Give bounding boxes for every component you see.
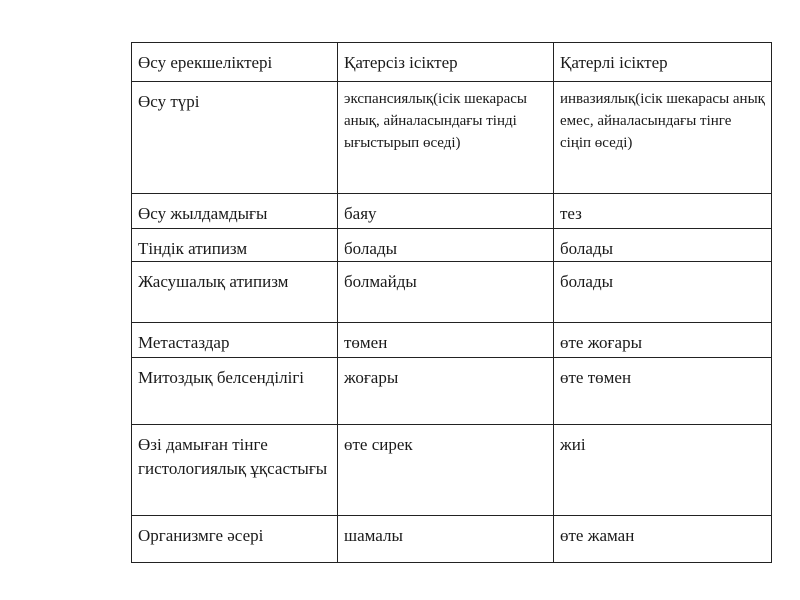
malignant-cell: өте төмен bbox=[554, 358, 772, 425]
benign-cell: болмайды bbox=[338, 262, 554, 323]
malignant-cell: болады bbox=[554, 229, 772, 262]
malignant-cell: өте жаман bbox=[554, 516, 772, 563]
row-label: Өсу жылдамдығы bbox=[132, 194, 338, 229]
row-label: Өсу түрі bbox=[132, 82, 338, 194]
malignant-cell: жиі bbox=[554, 425, 772, 516]
row-label: Организмге әсері bbox=[132, 516, 338, 563]
table-row bbox=[132, 229, 772, 262]
benign-cell: баяу bbox=[338, 194, 554, 229]
benign-cell: төмен bbox=[338, 323, 554, 358]
tumor-comparison-table bbox=[131, 42, 772, 563]
benign-cell: жоғары bbox=[338, 358, 554, 425]
header-cell-benign: Қатерсіз ісіктер bbox=[338, 43, 554, 82]
malignant-cell: инвазиялық(ісік шекарасы анық емес, айналасындағы тінге сіңіп өседі) bbox=[554, 82, 772, 194]
table-row bbox=[132, 516, 772, 563]
benign-cell: экспансиялық(ісік шекарасы анық, айналасындағы тінді ығыстырып өседі) bbox=[338, 82, 554, 194]
table-row bbox=[132, 194, 772, 229]
row-label: Тіндік атипизм bbox=[132, 229, 338, 262]
header-cell-feature: Өсу ерекшеліктері bbox=[132, 43, 338, 82]
benign-cell: шамалы bbox=[338, 516, 554, 563]
table-row bbox=[132, 425, 772, 516]
malignant-cell: тез bbox=[554, 194, 772, 229]
comparison-table-container bbox=[131, 42, 771, 563]
row-label: Жасушалық атипизм bbox=[132, 262, 338, 323]
row-label: Өзі дамыған тінге гистологиялық ұқсастығы bbox=[132, 425, 338, 516]
benign-cell: болады bbox=[338, 229, 554, 262]
table-row bbox=[132, 82, 772, 194]
row-label: Митоздық белсенділігі bbox=[132, 358, 338, 425]
header-cell-malignant: Қатерлі ісіктер bbox=[554, 43, 772, 82]
benign-cell: өте сирек bbox=[338, 425, 554, 516]
malignant-cell: болады bbox=[554, 262, 772, 323]
table-row bbox=[132, 358, 772, 425]
table-row bbox=[132, 262, 772, 323]
table-row bbox=[132, 323, 772, 358]
malignant-cell: өте жоғары bbox=[554, 323, 772, 358]
table-header-row bbox=[132, 43, 772, 82]
row-label: Метастаздар bbox=[132, 323, 338, 358]
